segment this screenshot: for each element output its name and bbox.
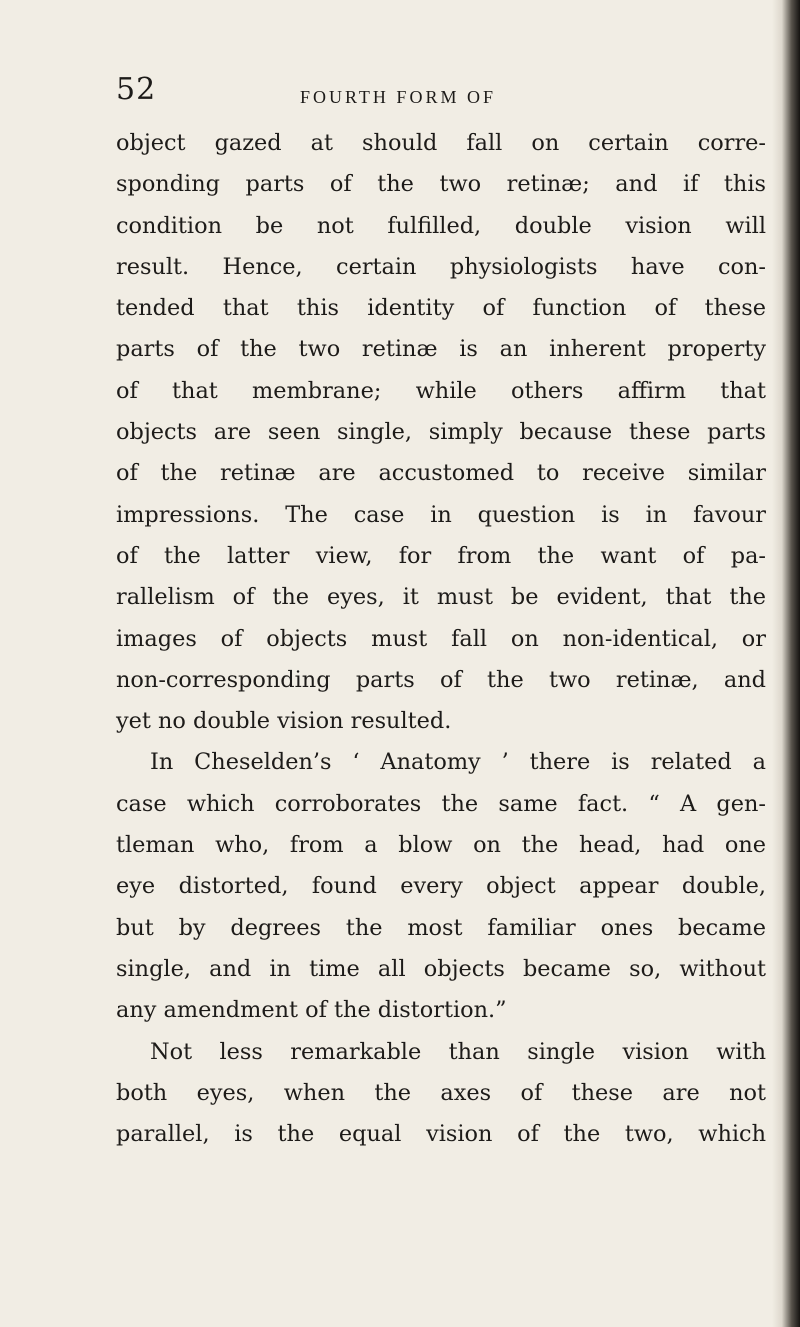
running-head: FOURTH FORM OF bbox=[300, 87, 496, 107]
text-line: result. Hence, certain physiologists have con- bbox=[116, 253, 766, 280]
text-line: of that membrane; while others affirm that bbox=[116, 377, 766, 404]
text-line: case which corroborates the same fact. “ A gen- bbox=[116, 790, 766, 817]
text-line: tended that this identity of function of these bbox=[116, 295, 766, 322]
text-line: condition be not fulfilled, double vision will bbox=[116, 212, 766, 239]
text-line: but by degrees the most familiar ones became bbox=[116, 914, 766, 941]
text-line: In Cheselden’s ‘ Anatomy ’ there is related a bbox=[150, 749, 766, 776]
text-line: images of objects must fall on non-identical, or bbox=[116, 625, 766, 652]
text-line: impressions. The case in question is in favour bbox=[116, 501, 766, 528]
text-line: of the latter view, for from the want of pa- bbox=[116, 542, 766, 569]
text-line: object gazed at should fall on certain corre- bbox=[116, 130, 766, 156]
text-line: tleman who, from a blow on the head, had one bbox=[116, 832, 766, 859]
text-line: of the retinæ are accustomed to receive similar bbox=[116, 460, 766, 487]
text-line: parallel, is the equal vision of the two, which bbox=[116, 1121, 766, 1148]
text-line: rallelism of the eyes, it must be evident, that the bbox=[116, 584, 766, 611]
page-binding-shadow bbox=[772, 0, 800, 1327]
text-line: objects are seen single, simply because these parts bbox=[116, 419, 766, 446]
text-line: parts of the two retinæ is an inherent property bbox=[116, 336, 766, 363]
text-line: any amendment of the distortion.” bbox=[116, 997, 507, 1024]
text-line: non-corresponding parts of the two retinæ, and bbox=[116, 666, 766, 693]
text-line: both eyes, when the axes of these are not bbox=[116, 1079, 766, 1106]
text-line: eye distorted, found every object appear double, bbox=[116, 873, 766, 900]
text-line: sponding parts of the two retinæ; and if this bbox=[116, 171, 766, 198]
body-text bbox=[116, 123, 766, 1155]
text-line: Not less remarkable than single vision with bbox=[150, 1038, 766, 1065]
text-line: single, and in time all objects became so, without bbox=[116, 955, 766, 982]
text-line: yet no double vision resulted. bbox=[116, 708, 452, 735]
page-number: 52 bbox=[116, 72, 157, 107]
